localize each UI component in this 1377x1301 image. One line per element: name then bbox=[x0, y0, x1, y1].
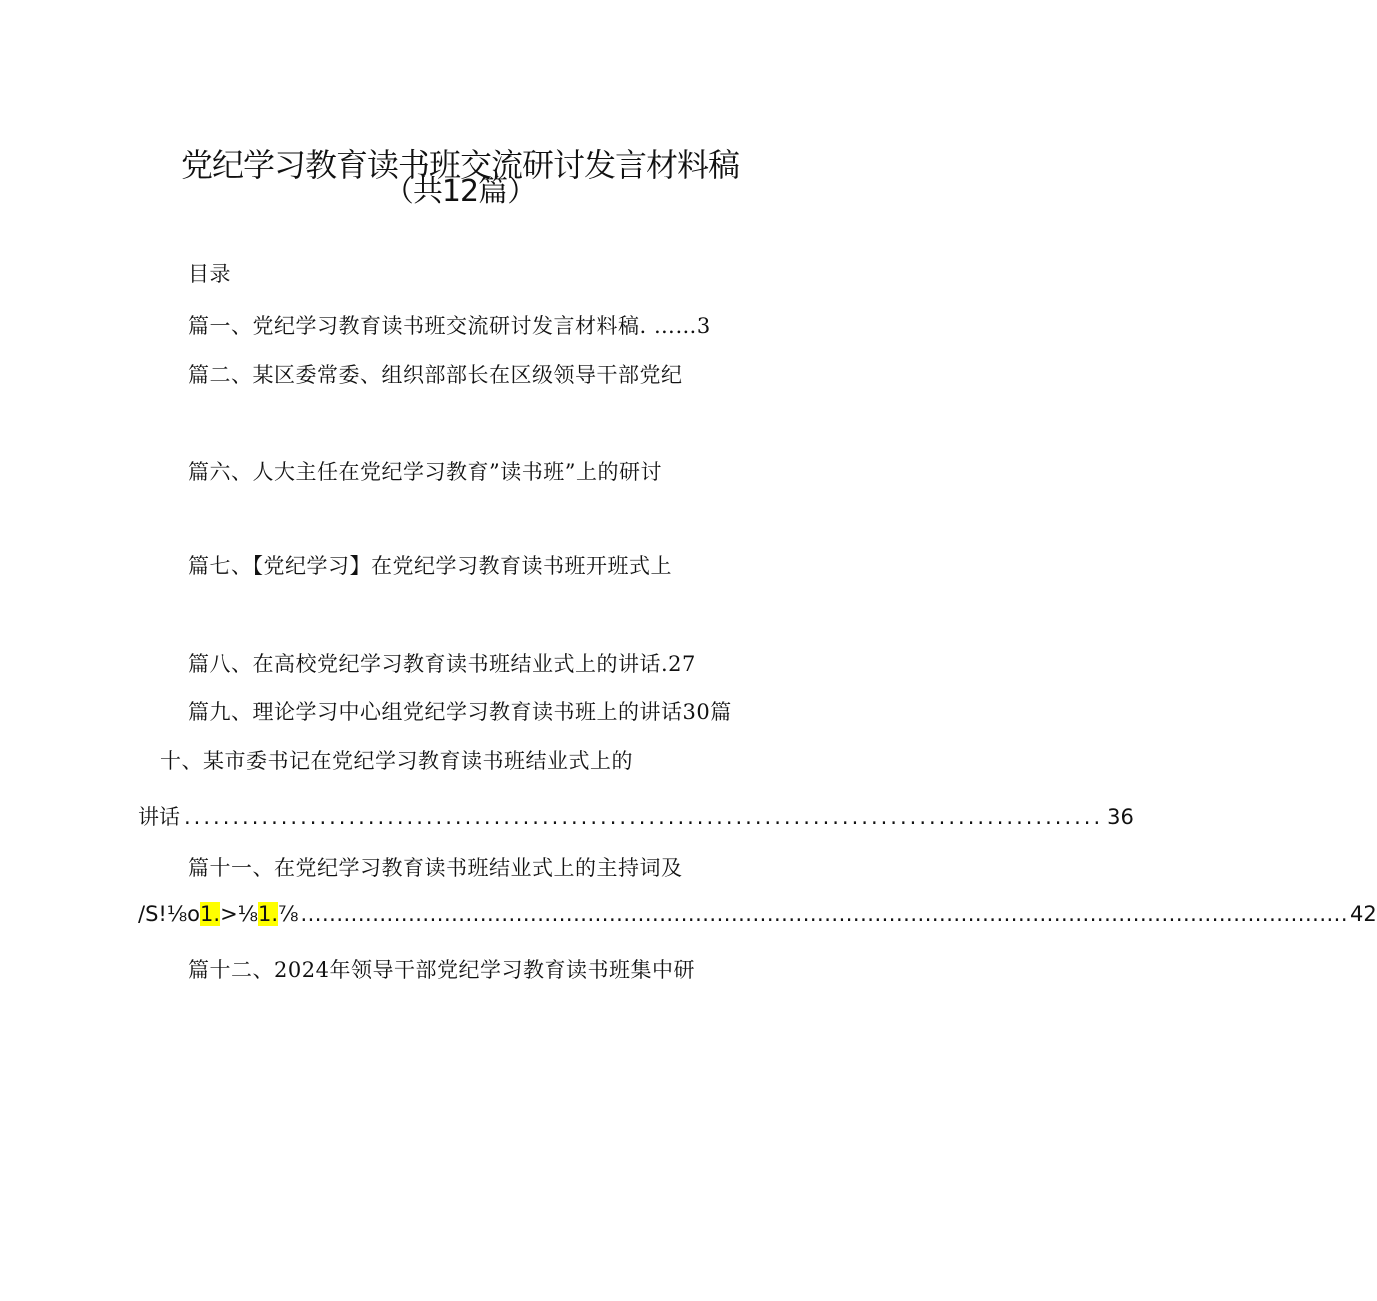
toc-item-10-line2 bbox=[138, 801, 1134, 831]
toc-item-1: 篇一、党纪学习教育读书班交流研讨发言材料稿. ……3 bbox=[188, 314, 711, 338]
toc-item-10-page: 36 bbox=[1107, 805, 1134, 829]
toc-item-11-garbled-a: /S!⅛o bbox=[138, 902, 201, 926]
toc-item-10-line1: 十、某市委书记在党纪学习教育读书班结业式上的 bbox=[160, 749, 633, 773]
toc-item-9: 篇九、理论学习中心组党纪学习教育读书班上的讲话30篇 bbox=[188, 700, 732, 724]
toc-heading: 目录 bbox=[188, 262, 231, 286]
toc-item-10-text: 讲话 bbox=[138, 805, 180, 829]
toc-item-11-highlight-1: 1. bbox=[200, 902, 221, 926]
toc-item-6: 篇六、人大主任在党纪学习教育”读书班”上的研讨 bbox=[188, 460, 662, 484]
toc-item-11-line2 bbox=[138, 902, 1377, 926]
toc-item-11-line1: 篇十一、在党纪学习教育读书班结业式上的主持词及 bbox=[188, 856, 683, 880]
toc-item-12: 篇十二、2024年领导干部党纪学习教育读书班集中研 bbox=[188, 958, 695, 982]
document-title-line1: 党纪学习教育读书班交流研讨发言材料稿 bbox=[180, 146, 739, 184]
toc-item-11-garbled-c: ⅞ bbox=[278, 902, 299, 926]
toc-item-11-highlight-2: 1. bbox=[258, 902, 279, 926]
toc-leader-dots: .................................................................................................................................................. bbox=[300, 902, 1349, 926]
toc-item-8: 篇八、在高校党纪学习教育读书班结业式上的讲话.27 bbox=[188, 652, 696, 676]
document-title-line2: （共12篇） bbox=[383, 174, 537, 209]
toc-item-7: 篇七、【党纪学习】在党纪学习教育读书班开班式上 bbox=[188, 554, 672, 578]
toc-item-11-page: 42 bbox=[1350, 902, 1377, 926]
toc-leader-dots: ............................................................................................... bbox=[184, 805, 1104, 829]
toc-item-2: 篇二、某区委常委、组织部部长在区级领导干部党纪 bbox=[188, 363, 683, 387]
toc-item-11-garbled-b: >⅛ bbox=[220, 902, 259, 926]
